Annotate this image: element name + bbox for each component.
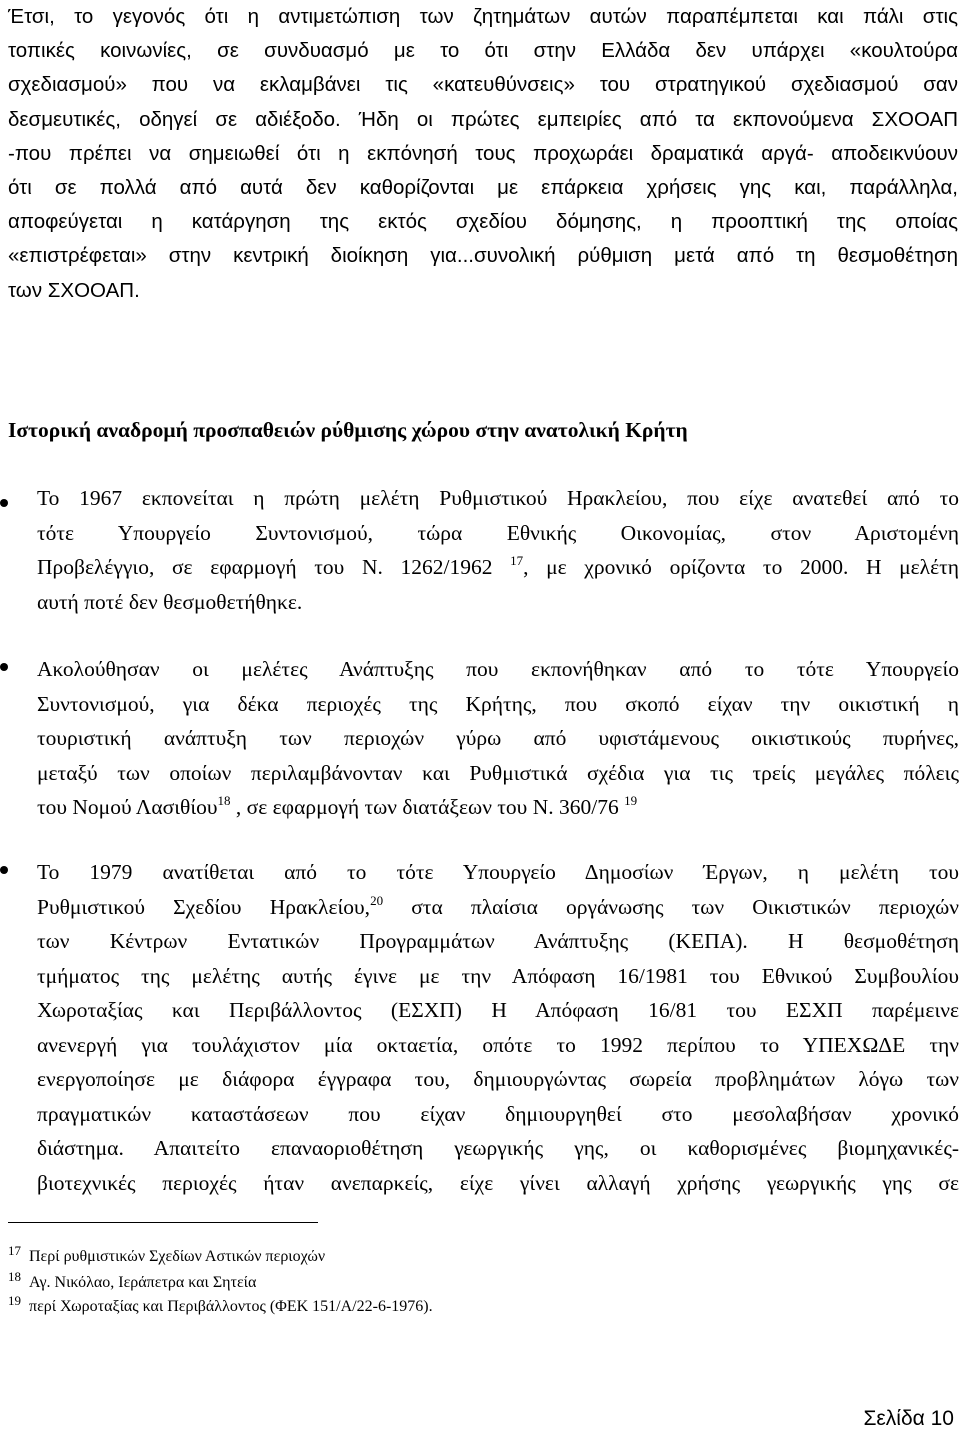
intro-line: αποφεύγεται η κατάργηση της εκτός σχεδίου δόμησης, η προοπτική της οποίας (8, 210, 958, 234)
section-heading: Ιστορική αναδρομή προσπαθειών ρύθμισης χώρου στην ανατολική Κρήτη (8, 418, 688, 442)
bullet-line: τμήματος της μελέτης αυτής έγινε με την Απόφαση 16/1981 του Εθνικού Συμβουλίου (37, 963, 959, 988)
intro-line: ότι σε πολλά από αυτά δεν καθορίζονται με επάρκεια χρήσεις γης και, παράλληλα, (8, 176, 958, 200)
intro-line: σχεδιασμού» που να εκλαμβάνει τις «κατευθύνσεις» του στρατηγικού σχεδιασμού σαν (8, 73, 958, 97)
footnote-text: περί Χωροταξίας και Περιβάλλοντος (ΦΕΚ 151/Α/22-6-1976). (29, 1298, 433, 1315)
bullet-line-text: Ρυθμιστικού Σχεδίου Ηρακλείου, (37, 894, 371, 919)
intro-line: τοπικές κοινωνίες, σε συνδυασμό με το ότι στην Ελλάδα δεν υπάρχει «κουλτούρα (8, 39, 958, 63)
bullet-line-text: , σε εφαρμογή των διατάξεων του Ν. 360/76 (230, 795, 619, 819)
bullet-line (37, 890, 959, 925)
footnote-number: 19 (8, 1293, 21, 1308)
bullet-line: ενεργοποίησε με διάφορα έγγραφα του, δημιουργώντας σωρεία προβλημάτων λόγω των (37, 1067, 959, 1091)
bullet-line-text: στα πλαίσια οργάνωσης των Οικιστικών περιοχών (383, 894, 959, 919)
footnote-ref: 19 (624, 793, 638, 808)
intro-line: «επιστρέφεται» στην κεντρική διοίκηση για...συνολική ρύθμιση μετά από τη θεσμοθέτηση (8, 244, 958, 268)
bullet-line (37, 790, 959, 825)
footnote-ref: 17 (510, 553, 524, 568)
bullet-dot (0, 866, 8, 874)
bullet-line: διάστημα. Απαιτείτο επαναοριοθέτηση γεωργικής γης, οι καθορισμένες βιομηχανικές- (37, 1136, 959, 1160)
bullet-dot (0, 663, 8, 671)
footnote-text: Αγ. Νικόλαο, Ιεράπετρα και Σητεία (29, 1274, 257, 1291)
footnote-ref: 20 (370, 892, 384, 908)
footnote-number: 18 (8, 1269, 21, 1284)
footnote-17 (8, 1240, 948, 1268)
bullet-line-text: Προβελέγγιο, σε εφαρμογή του Ν. 1262/1962 (37, 555, 493, 579)
bullet-line: Συντονισμού, για δέκα περιοχές της Κρήτης, που σκοπό είχαν την οικιστική η (37, 691, 959, 716)
footnote-ref: 18 (217, 793, 231, 808)
footnote-separator (8, 1222, 318, 1223)
bullet-line: βιοτεχνικές περιοχές ήταν ανεπαρκείς, είχε γίνει αλλαγή χρήσης γεωργικής γης σε (37, 1170, 959, 1195)
page-number: Σελίδα 10 (863, 1407, 954, 1430)
bullet-text (37, 855, 959, 1200)
intro-line: -που πρέπει να σημειωθεί ότι η εκπόνησή τους προχωράει δραματικά αργά- αποδεικνύουν (8, 141, 958, 165)
bullet-line (37, 550, 959, 585)
bullet-line: των Κέντρων Εντατικών Προγραμμάτων Ανάπτυξης (ΚΕΠΑ). Η θεσμοθέτηση (37, 929, 959, 953)
bullet-line-text: του Νομού Λασιθίου (37, 795, 218, 819)
intro-line: Έτσι, το γεγονός ότι η αντιμετώπιση των ζητημάτων αυτών παραπέμπεται και πάλι στις (8, 5, 958, 28)
bullet-line: Το 1979 ανατίθεται από το τότε Υπουργείο Δημοσίων Έργων, η μελέτη του (37, 860, 959, 884)
bullet-line: μεταξύ των οποίων περιλαμβάνονταν και Ρυθμιστικά σχέδια για τις τρείς μεγάλες πόλεις (37, 760, 959, 785)
bullet-line: Το 1967 εκπονείται η πρώτη μελέτη Ρυθμιστικού Ηρακλείου, που είχε ανατεθεί από το (37, 486, 959, 510)
intro-line: δεσμευτικές, οδηγεί σε αδιέξοδο. Ήδη οι πρώτες εμπειρίες από τα εκπονούμενα ΣΧΟΟΑΠ (8, 107, 958, 131)
bullet-line: Χωροταξίας και Περιβάλλοντος (ΕΣΧΠ) Η Απόφαση 16/81 του ΕΣΧΠ παρέμεινε (37, 998, 959, 1022)
intro-paragraph (8, 0, 958, 308)
footnote-number: 17 (8, 1243, 21, 1258)
bullet-text (37, 481, 959, 619)
bullet-line: αυτή ποτέ δεν θεσμοθετήθηκε. (37, 589, 303, 614)
bullet-line: τότε Υπουργείο Συντονισμού, τώρα Εθνικής Οικονομίας, στον Αριστομένη (37, 520, 959, 545)
footnote-text: Περί ρυθμιστικών Σχεδίων Αστικών περιοχών (29, 1248, 326, 1265)
bullet-dot (0, 499, 8, 507)
bullet-line: Ακολούθησαν οι μελέτες Ανάπτυξης που εκπονήθηκαν από το τότε Υπουργείο (37, 657, 959, 681)
bullet-line-text: , με χρονικό ορίζοντα το 2000. Η μελέτη (523, 555, 960, 579)
bullet-line: πραγματικών καταστάσεων που είχαν δημιουργηθεί στο μεσολαβήσαν χρονικό (37, 1101, 959, 1126)
bullet-line: τουριστική ανάπτυξη των περιοχών γύρω από υφιστάμενους οικιστικούς πυρήνες, (37, 726, 959, 750)
bullet-line: ανενεργή για τουλάχιστον μία οκταετία, οπότε το 1992 περίπου το ΥΠΕΧΩΔΕ την (37, 1032, 959, 1057)
intro-line: των ΣΧΟΟΑΠ. (8, 278, 140, 302)
bullet-text (37, 652, 959, 825)
footnote-19 (8, 1290, 948, 1318)
